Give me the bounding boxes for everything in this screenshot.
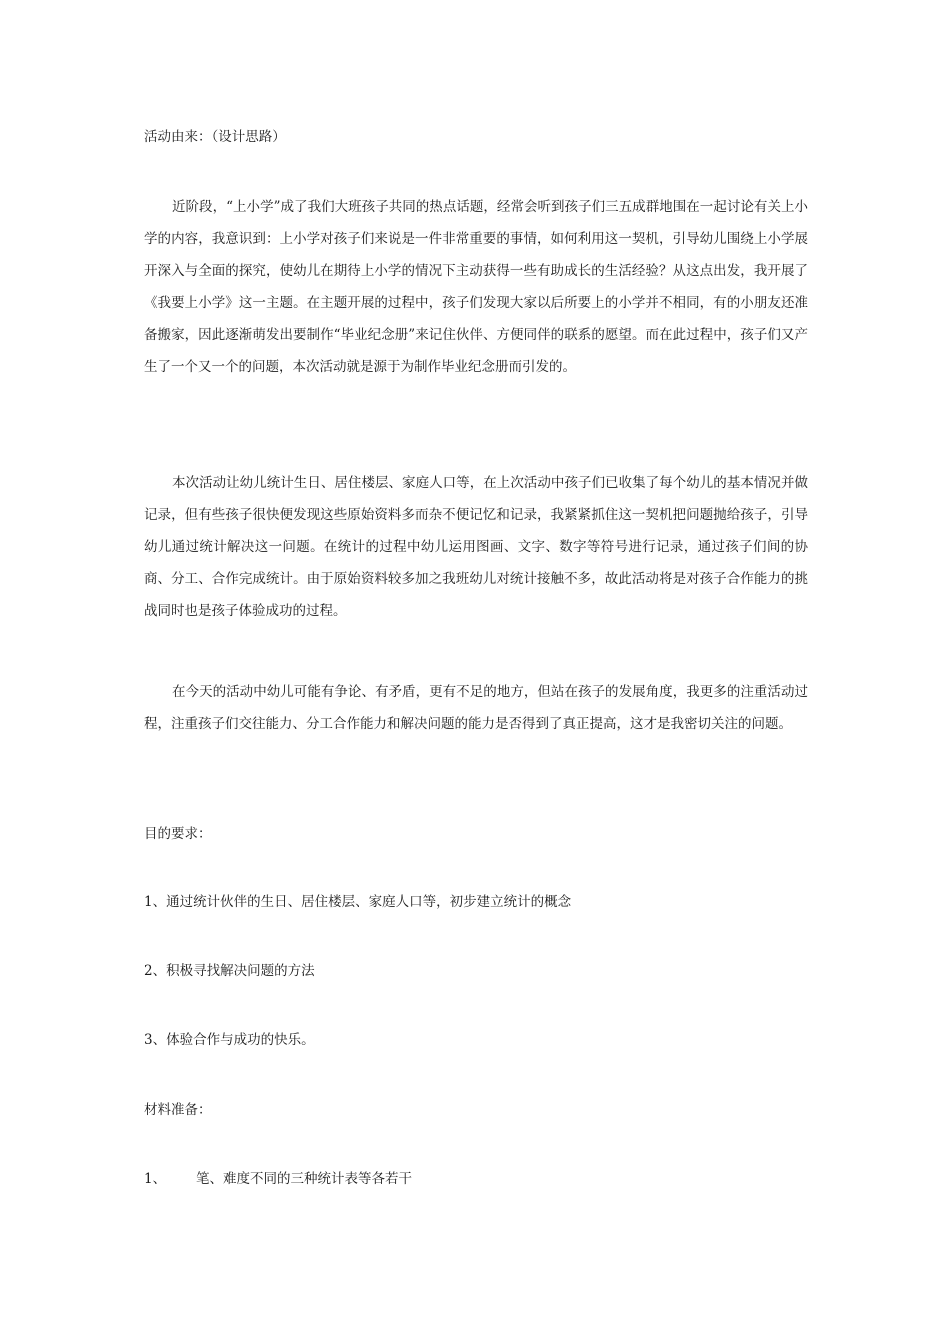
material-item-1	[144, 1170, 814, 1188]
origin-paragraph-3: 在今天的活动中幼儿可能有争论、有矛盾，更有不足的地方，但站在孩子的发展角度，我更多的注重活动过程，注重孩子们交往能力、分工合作能力和解决问题的能力是否得到了真正提高，这才是我密切关注的问题。	[144, 684, 808, 732]
material-item-text: 笔、难度不同的三种统计表等各若干	[196, 1171, 412, 1187]
goal-item-3: 3、体验合作与成功的快乐。	[144, 1032, 315, 1048]
goals-heading: 目的要求：	[144, 826, 212, 842]
materials-heading: 材料准备：	[144, 1102, 212, 1118]
origin-paragraph-1: 近阶段，“上小学”成了我们大班孩子共同的热点话题，经常会听到孩子们三五成群地围在一起讨论有关上小学的内容，我意识到：上小学对孩子们来说是一件非常重要的事情，如何利用这一契机，引导幼儿围绕上小学展开深入与全面的探究，使幼儿在期待上小学的情况下主动获得一些有助成长的生活经验？从这点出发，我开展了《我要上小学》这一主题。在主题开展的过程中，孩子们发现大家以后所要上的小学并不相同，有的小朋友还准备搬家，因此逐渐萌发出要制作“毕业纪念册”来记住伙伴、方便同伴的联系的愿望。而在此过程中，孩子们又产生了一个又一个的问题，本次活动就是源于为制作毕业纪念册而引发的。	[144, 199, 808, 375]
origin-heading: 活动由来：（设计思路）	[144, 129, 286, 145]
goal-item-2: 2、积极寻找解决问题的方法	[144, 963, 315, 979]
goal-item-1: 1、通过统计伙伴的生日、居住楼层、家庭人口等，初步建立统计的概念	[144, 894, 572, 910]
material-item-number: 1、	[144, 1171, 167, 1187]
origin-paragraph-2: 本次活动让幼儿统计生日、居住楼层、家庭人口等，在上次活动中孩子们已收集了每个幼儿的基本情况并做记录，但有些孩子很快便发现这些原始资料多而杂不便记忆和记录，我紧紧抓住这一契机把问题抛给孩子，引导幼儿通过统计解决这一问题。在统计的过程中幼儿运用图画、文字、数字等符号进行记录，通过孩子们间的协商、分工、合作完成统计。由于原始资料较多加之我班幼儿对统计接触不多，故此活动将是对孩子合作能力的挑战同时也是孩子体验成功的过程。	[144, 475, 808, 619]
